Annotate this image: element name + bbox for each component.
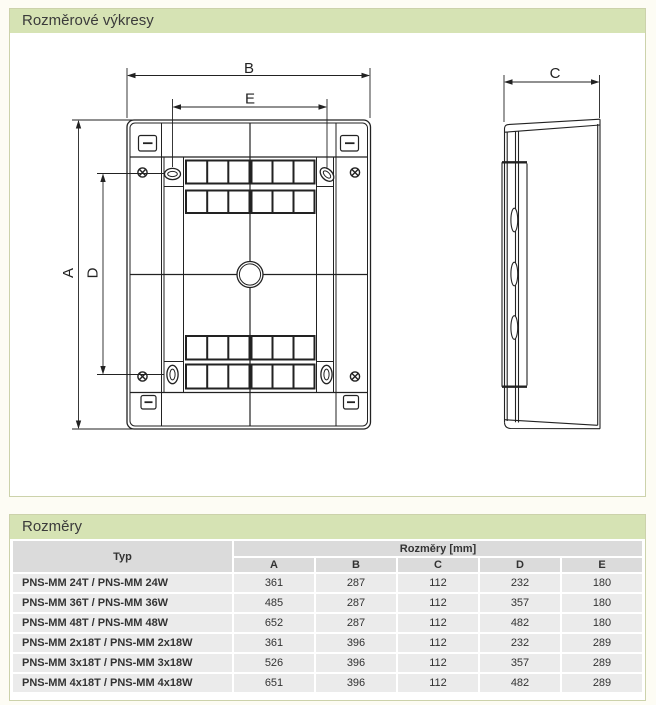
dim-value-cell: 485 xyxy=(234,594,314,612)
dim-value-cell: 180 xyxy=(562,574,642,592)
table-row xyxy=(13,654,642,672)
dim-label-E: E xyxy=(244,90,256,108)
type-cell: PNS-MM 2x18T / PNS-MM 2x18W xyxy=(13,634,232,652)
dim-value-cell: 396 xyxy=(316,654,396,672)
dim-value-cell: 112 xyxy=(398,674,478,692)
table-row xyxy=(13,574,642,592)
dim-value-cell: 289 xyxy=(562,674,642,692)
dim-value-cell: 180 xyxy=(562,614,642,632)
dim-value-cell: 482 xyxy=(480,674,560,692)
dim-value-cell: 396 xyxy=(316,674,396,692)
dim-label-A: A xyxy=(60,267,77,279)
col-header-D: D xyxy=(480,558,560,572)
dim-value-cell: 287 xyxy=(316,614,396,632)
table-row xyxy=(13,634,642,652)
dim-value-cell: 180 xyxy=(562,594,642,612)
dimensions-table xyxy=(11,539,644,694)
dim-value-cell: 526 xyxy=(234,654,314,672)
dim-value-cell: 289 xyxy=(562,654,642,672)
dimensions-group-header: Rozměry [mm] xyxy=(234,541,642,556)
dim-value-cell: 112 xyxy=(398,594,478,612)
col-header-B: B xyxy=(316,558,396,572)
dim-value-cell: 289 xyxy=(562,634,642,652)
type-cell: PNS-MM 36T / PNS-MM 36W xyxy=(13,594,232,612)
table-row xyxy=(13,594,642,612)
section-title-dimensions: Rozměry xyxy=(10,515,645,539)
dim-value-cell: 112 xyxy=(398,614,478,632)
col-header-E: E xyxy=(562,558,642,572)
type-cell: PNS-MM 24T / PNS-MM 24W xyxy=(13,574,232,592)
dim-value-cell: 287 xyxy=(316,594,396,612)
section-dimensional-drawings xyxy=(9,8,646,497)
dim-value-cell: 357 xyxy=(480,654,560,672)
dim-value-cell: 361 xyxy=(234,634,314,652)
dim-value-cell: 357 xyxy=(480,594,560,612)
section-dimensions xyxy=(9,514,646,701)
dim-value-cell: 361 xyxy=(234,574,314,592)
col-header-A: A xyxy=(234,558,314,572)
dim-value-cell: 651 xyxy=(234,674,314,692)
type-cell: PNS-MM 3x18T / PNS-MM 3x18W xyxy=(13,654,232,672)
dim-value-cell: 112 xyxy=(398,574,478,592)
dim-label-C: C xyxy=(549,65,561,82)
section-title-drawings: Rozměrové výkresy xyxy=(10,9,645,33)
dim-value-cell: 232 xyxy=(480,634,560,652)
col-header-C: C xyxy=(398,558,478,572)
dim-value-cell: 232 xyxy=(480,574,560,592)
type-cell: PNS-MM 4x18T / PNS-MM 4x18W xyxy=(13,674,232,692)
type-column-header: Typ xyxy=(13,541,232,572)
table-header-row xyxy=(13,541,642,556)
table-row xyxy=(13,674,642,692)
dim-value-cell: 287 xyxy=(316,574,396,592)
table-row xyxy=(13,614,642,632)
dim-value-cell: 112 xyxy=(398,634,478,652)
dim-value-cell: 396 xyxy=(316,634,396,652)
dim-label-D: D xyxy=(84,267,102,279)
type-cell: PNS-MM 48T / PNS-MM 48W xyxy=(13,614,232,632)
dim-label-B: B xyxy=(243,60,255,77)
dim-value-cell: 482 xyxy=(480,614,560,632)
dim-value-cell: 652 xyxy=(234,614,314,632)
dim-value-cell: 112 xyxy=(398,654,478,672)
